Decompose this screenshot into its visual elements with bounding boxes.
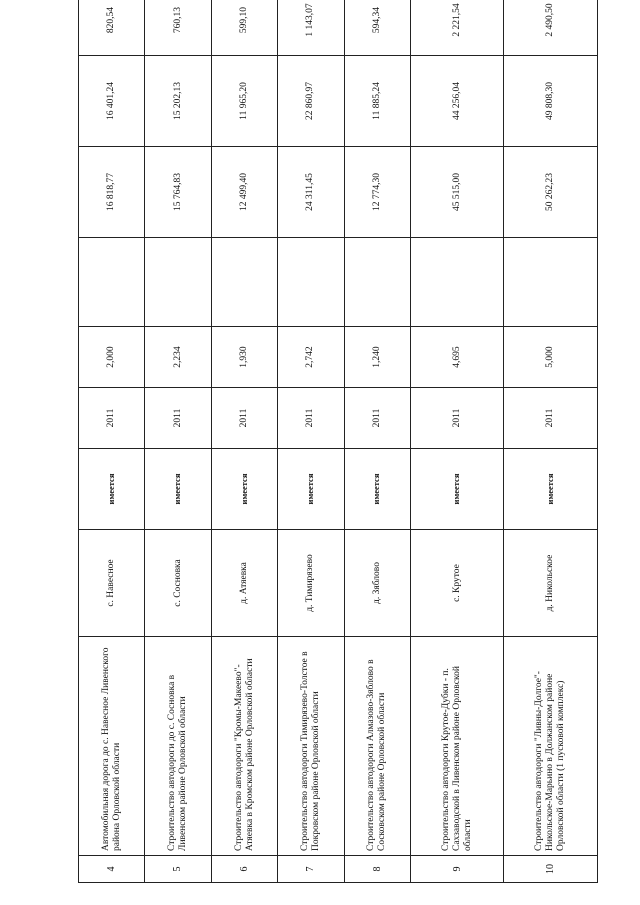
cofinancing-cell: 599,10 bbox=[211, 0, 277, 56]
estimated-cost-cell: 50 262,23 bbox=[504, 147, 598, 238]
row-number-cell: 9 bbox=[411, 856, 504, 883]
year-cell: 2011 bbox=[344, 388, 410, 449]
subsidy-cell: 16 401,24 bbox=[79, 56, 145, 147]
cofinancing-cell: 2 221,54 bbox=[411, 0, 504, 56]
subsidy-cell: 44 256,04 bbox=[411, 56, 504, 147]
subsidy-cell: 15 202,13 bbox=[145, 56, 211, 147]
length-cell: 2,234 bbox=[145, 327, 211, 388]
estimated-cost-cell: 24 311,45 bbox=[278, 147, 344, 238]
empty-cell bbox=[79, 238, 145, 327]
empty-cell bbox=[344, 238, 410, 327]
documentation-status-cell: имеется bbox=[344, 449, 410, 530]
settlement-cell: с. Сосновка bbox=[145, 530, 211, 637]
empty-cell bbox=[211, 238, 277, 327]
row-number-cell: 8 bbox=[344, 856, 410, 883]
rotated-table-container bbox=[78, 3, 598, 883]
object-name-cell: Строительство автодороги "Ливны-Долгое"-Никольское-Марьино в Должанском районе Орловской области (1 пусковой комплекс) bbox=[504, 637, 598, 856]
documentation-status-cell: имеется bbox=[411, 449, 504, 530]
documentation-status-cell: имеется bbox=[145, 449, 211, 530]
object-name-cell: Строительство автодороги Крутое-Дубки - п. Сахзаводской в Ливенском районе Орловской области bbox=[411, 637, 504, 856]
subsidy-cell: 11 965,20 bbox=[211, 56, 277, 147]
estimated-cost-cell: 45 515,00 bbox=[411, 147, 504, 238]
length-cell: 2,742 bbox=[278, 327, 344, 388]
length-cell: 5,000 bbox=[504, 327, 598, 388]
estimated-cost-cell: 16 818,77 bbox=[79, 147, 145, 238]
length-cell: 1,240 bbox=[344, 327, 410, 388]
table-row bbox=[344, 0, 410, 883]
settlement-cell: с. Навесное bbox=[79, 530, 145, 637]
settlement-cell: д. Атяевка bbox=[211, 530, 277, 637]
table-row bbox=[504, 0, 598, 883]
table-row bbox=[278, 0, 344, 883]
object-name-cell: Автомобильная дорога до с. Навесное Ливенского района Орловской области bbox=[79, 637, 145, 856]
subsidy-cell: 49 808,30 bbox=[504, 56, 598, 147]
documentation-status-cell: имеется bbox=[79, 449, 145, 530]
cofinancing-cell: 594,34 bbox=[344, 0, 410, 56]
year-cell: 2011 bbox=[411, 388, 504, 449]
subsidy-cell: 11 885,24 bbox=[344, 56, 410, 147]
year-cell: 2011 bbox=[79, 388, 145, 449]
subsidy-cell: 22 860,97 bbox=[278, 56, 344, 147]
cofinancing-cell: 760,13 bbox=[145, 0, 211, 56]
length-cell: 1,930 bbox=[211, 327, 277, 388]
year-cell: 2011 bbox=[504, 388, 598, 449]
length-cell: 4,695 bbox=[411, 327, 504, 388]
table-row bbox=[411, 0, 504, 883]
estimated-cost-cell: 15 764,83 bbox=[145, 147, 211, 238]
cofinancing-cell: 2 490,50 bbox=[504, 0, 598, 56]
table-row bbox=[79, 0, 145, 883]
empty-cell bbox=[504, 238, 598, 327]
year-cell: 2011 bbox=[278, 388, 344, 449]
row-number-cell: 7 bbox=[278, 856, 344, 883]
object-name-cell: Строительство автодороги Алмазово-Зяблово в Сосковском районе Орловской области bbox=[344, 637, 410, 856]
empty-cell bbox=[145, 238, 211, 327]
row-number-cell: 10 bbox=[504, 856, 598, 883]
documentation-status-cell: имеется bbox=[504, 449, 598, 530]
settlement-cell: д. Никольское bbox=[504, 530, 598, 637]
row-number-cell: 6 bbox=[211, 856, 277, 883]
length-cell: 2,000 bbox=[79, 327, 145, 388]
cofinancing-cell: 1 143,07 bbox=[278, 0, 344, 56]
settlement-cell: д. Зяблово bbox=[344, 530, 410, 637]
object-name-cell: Строительство автодороги до с. Сосновка в Ливенском районе Орловской области bbox=[145, 637, 211, 856]
settlement-cell: с. Крутое bbox=[411, 530, 504, 637]
documentation-status-cell: имеется bbox=[211, 449, 277, 530]
road-construction-table bbox=[78, 0, 598, 883]
object-name-cell: Строительство автодороги "Кромы-Макеево"-Атяевка в Кромском районе Орловской области bbox=[211, 637, 277, 856]
year-cell: 2011 bbox=[145, 388, 211, 449]
settlement-cell: д. Тимирязево bbox=[278, 530, 344, 637]
table-row bbox=[211, 0, 277, 883]
estimated-cost-cell: 12 499,40 bbox=[211, 147, 277, 238]
year-cell: 2011 bbox=[211, 388, 277, 449]
row-number-cell: 4 bbox=[79, 856, 145, 883]
documentation-status-cell: имеется bbox=[278, 449, 344, 530]
estimated-cost-cell: 12 774,30 bbox=[344, 147, 410, 238]
row-number-cell: 5 bbox=[145, 856, 211, 883]
cofinancing-cell: 820,54 bbox=[79, 0, 145, 56]
empty-cell bbox=[278, 238, 344, 327]
object-name-cell: Строительство автодороги Тимирязево-Толстое в Покровском районе Орловской области bbox=[278, 637, 344, 856]
table-row bbox=[145, 0, 211, 883]
empty-cell bbox=[411, 238, 504, 327]
